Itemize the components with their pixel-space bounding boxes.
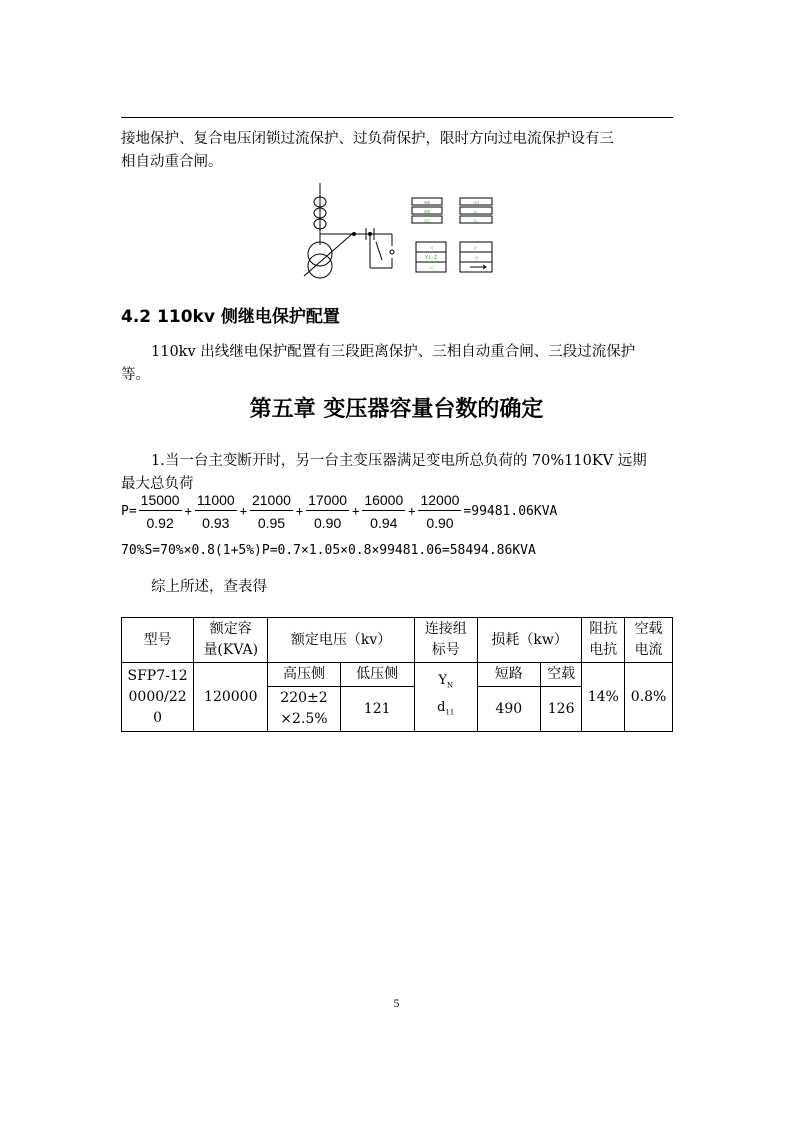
cell-group: $Y_N$ $d_{11}$ [414, 663, 477, 732]
fraction-5 [362, 492, 405, 531]
cell-low-voltage: 121 [340, 687, 414, 732]
formula-line-2: 70%S=70%×0.8(1+5%)P=0.7×1.05×0.8×99481.06=58494.86KVA [121, 543, 536, 558]
fraction-denominator: 0.95 [257, 515, 286, 531]
protection-diagram [300, 180, 500, 280]
cell-high-voltage: 220±2 ×2.5% [268, 687, 340, 732]
header-impedance: 阻抗 电抗 [582, 618, 625, 663]
diagram-label-5: ▷ [474, 209, 478, 215]
subheader-low: 低压侧 [340, 663, 414, 687]
section-line-2: 等。 [121, 367, 150, 383]
intro-line-2: 相自动重合闸。 [121, 154, 223, 170]
fraction-denominator: 0.92 [146, 515, 174, 531]
plus-sign: + [239, 503, 247, 518]
cell-noload-loss: 126 [540, 687, 582, 732]
fraction-numerator: 12000 [418, 492, 461, 511]
fraction-numerator: 11000 [195, 492, 237, 511]
header-rule [121, 117, 673, 118]
fraction-numerator: 17000 [306, 492, 349, 511]
plus-sign: + [295, 503, 304, 518]
diagram-label-3: ▯▯ [423, 218, 431, 224]
table-header-row [122, 618, 673, 663]
diagram-label-2: ≡≡ [423, 209, 431, 215]
relay-contact [390, 250, 394, 254]
switch-blade [376, 242, 382, 260]
cell-noload-current: 0.8% [625, 663, 673, 732]
formula-prefix: P= [121, 504, 137, 519]
plus-sign: + [352, 503, 360, 518]
page-number: 5 [393, 996, 400, 1010]
subheader-noload: 空载 [540, 663, 582, 687]
load-formula [121, 492, 557, 531]
header-model: 型号 [122, 618, 194, 663]
fraction-1 [139, 492, 182, 531]
section-heading: 4.2 110kv 侧继电保护配置 [121, 307, 340, 327]
cell-capacity: 120000 [194, 663, 268, 732]
fraction-denominator: 0.90 [426, 515, 454, 531]
intro-paragraph [121, 128, 673, 174]
fraction-4 [306, 492, 349, 531]
diagram-label-7: ◁ [429, 245, 433, 251]
summary-line: 综上所述，查表得 [151, 579, 267, 595]
diagram-label-10: ▷ [474, 245, 478, 251]
table-subheader-row-2 [122, 663, 673, 687]
section-paragraph [121, 341, 673, 387]
diagram-label-1: ≡≡ [423, 200, 431, 206]
calc-paragraph [121, 450, 673, 496]
fraction-denominator: 0.94 [370, 515, 398, 531]
fraction-3 [250, 492, 293, 531]
fraction-6 [418, 492, 461, 531]
diagram-label-4: ◁◁ [472, 200, 480, 206]
calc-line-1: 1.当一台主变断开时，另一台主变压器满足变电所总负荷的 70%110KV 远期 [151, 453, 647, 469]
fraction-numerator: 15000 [139, 492, 182, 511]
calc-line-2: 最大总负荷 [121, 476, 194, 492]
formula-result: =99481.06KVA [463, 504, 558, 519]
diagram-label-11: ◁ [474, 255, 478, 261]
fraction-numerator: 16000 [362, 492, 405, 511]
transformer-spec-table [121, 617, 673, 732]
header-group: 连接组 标号 [414, 618, 477, 663]
fraction-denominator: 0.93 [202, 515, 230, 531]
cell-impedance: 14% [582, 663, 625, 732]
subheader-high: 高压侧 [268, 663, 340, 687]
cell-short-loss: 490 [477, 687, 540, 732]
chapter-title: 第五章 变压器容量台数的确定 [249, 397, 544, 422]
fraction-denominator: 0.90 [313, 515, 342, 531]
transformer-arrow [304, 234, 352, 276]
intro-line-1: 接地保护、复合电压闭锁过流保护、过负荷保护，限时方向过电流保护设有三 [121, 131, 614, 147]
plus-sign: + [184, 503, 192, 518]
header-capacity: 额定容 量(KVA) [194, 618, 268, 663]
header-voltage: 额定电压（kv） [268, 618, 414, 663]
diagram-label-6: ▷ [474, 218, 478, 224]
subheader-short: 短路 [477, 663, 540, 687]
diagram-label-8: Yi-Z [424, 255, 438, 261]
cell-model: SFP7-12 0000/22 0 [122, 663, 194, 732]
plus-sign: + [408, 503, 416, 518]
fraction-2 [195, 492, 237, 531]
section-line-1: 110kv 出线继电保护配置有三段距离保护、三相自动重合闸、三段过流保护 [151, 344, 636, 360]
header-noload-current: 空载 电流 [625, 618, 673, 663]
diagram-label-9: ◁ [429, 265, 433, 271]
fraction-numerator: 21000 [250, 492, 293, 511]
header-loss: 损耗（kw） [477, 618, 582, 663]
